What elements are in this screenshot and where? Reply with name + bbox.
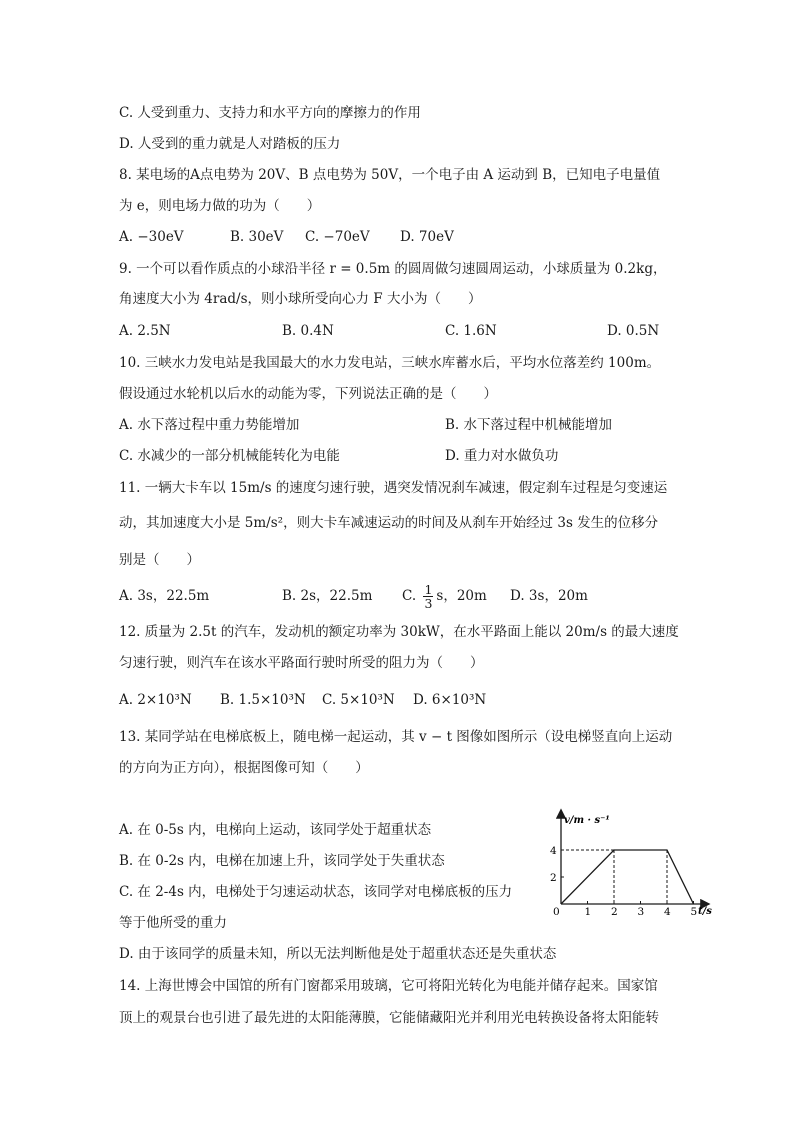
y-tick-label: 2 (550, 872, 557, 884)
q12-option-c: C. 5×10³N (322, 692, 395, 708)
x-tick-label: 5 (690, 906, 698, 917)
q11-stem-line3: 别是（ ） (119, 552, 200, 568)
q8-option-a: A. −30eV (119, 229, 184, 245)
q13-option-a: A. 在 0-5s 内，电梯向上运动，该同学处于超重状态 (119, 822, 432, 838)
q10-option-c: C. 水减少的一部分机械能转化为电能 (119, 448, 340, 464)
q9-option-c: C. 1.6N (445, 323, 497, 339)
x-tick-label: 2 (611, 906, 618, 917)
x-axis-label: t/s (698, 906, 712, 917)
guide-lines (561, 850, 667, 904)
q14-stem-line2: 顶上的观景台也引进了最先进的太阳能薄膜，它能储藏阳光并利用光电转换设备将太阳能转 (119, 1010, 659, 1026)
q14-stem-line1: 14. 上海世博会中国馆的所有门窗都采用玻璃，它可将阳光转化为电能并储存起来。国家馆 (119, 978, 658, 994)
fraction-denominator: 3 (424, 596, 433, 611)
q11-stem-line1: 11. 一辆大卡车以 15m/s 的速度匀速行驶，遇突发情况刹车减速，假定刹车过程是匀变速运 (119, 480, 668, 496)
q12-option-a: A. 2×10³N (119, 692, 192, 708)
x-tick-label: 3 (637, 906, 645, 917)
q10-option-b: B. 水下落过程中机械能增加 (445, 417, 613, 433)
q12-option-d: D. 6×10³N (413, 692, 487, 708)
q9-option-d: D. 0.5N (607, 323, 660, 339)
q11-option-c-suffix: s，20m (436, 588, 487, 604)
q9-stem-line1: 9. 一个可以看作质点的小球沿半径 r = 0.5m 的圆周做匀速圆周运动，小球质量为 0.2kg， (119, 261, 667, 277)
q13-option-c-line1: C. 在 2-4s 内，电梯处于匀速运动状态，该同学对电梯底板的压力 (119, 884, 513, 900)
q13-option-b: B. 在 0-2s 内，电梯在加速上升，该同学处于失重状态 (119, 853, 445, 869)
q7-option-c: C. 人受到重力、支持力和水平方向的摩擦力的作用 (119, 105, 421, 121)
q11-option-d: D. 3s，20m (510, 588, 588, 604)
q11-option-c (402, 576, 487, 616)
q8-option-c: C. −70eV (305, 229, 370, 245)
q8-stem-line1: 8. 某电场的A点电势为 20V、B 点电势为 50V，一个电子由 A 运动到 B，已知电子电量值 (119, 167, 661, 183)
q10-stem-line1: 10. 三峡水力发电站是我国最大的水力发电站，三峡水库蓄水后，平均水位落差约 100m。 (119, 355, 661, 371)
q11-option-b: B. 2s，22.5m (282, 588, 373, 604)
q8-option-d: D. 70eV (400, 229, 454, 245)
q10-option-d: D. 重力对水做负功 (445, 448, 559, 464)
x-tick-label: 0 (553, 906, 560, 917)
q13-stem-line1: 13. 某同学站在电梯底板上，随电梯一起运动，其 v − t 图像如图所示（设电梯竖直向上运动 (119, 729, 673, 745)
x-tick-label: 4 (664, 906, 671, 917)
y-tick-label: 4 (550, 845, 557, 857)
q12-option-b: B. 1.5×10³N (220, 692, 306, 708)
velocity-series-line (561, 850, 694, 904)
q9-stem-line2: 角速度大小为 4rad/s，则小球所受向心力 F 大小为（ ） (119, 291, 482, 307)
q11-option-c-prefix: C. (402, 588, 417, 604)
fraction-numerator: 1 (424, 582, 433, 597)
ticks (550, 845, 697, 917)
q8-option-b: B. 30eV (230, 229, 284, 245)
q7-option-d: D. 人受到的重力就是人对踏板的压力 (119, 136, 341, 152)
q10-option-a: A. 水下落过程中重力势能增加 (119, 417, 300, 433)
q9-option-a: A. 2.5N (119, 323, 171, 339)
q11-option-a: A. 3s，22.5m (119, 588, 210, 604)
q8-stem-line2: 为 e，则电场力做的功为（ ） (119, 198, 321, 214)
x-tick-label: 1 (584, 906, 592, 917)
q10-stem-line2: 假设通过水轮机以后水的动能为零，下列说法正确的是（ ） (119, 386, 497, 402)
q9-option-b: B. 0.4N (282, 323, 334, 339)
q11-stem-line2: 动，其加速度大小是 5m/s²，则大卡车减速运动的时间及从刹车开始经过 3s 发生的位移分 (119, 515, 659, 531)
y-axis-label: v/m · s⁻¹ (564, 815, 610, 826)
q12-stem-line1: 12. 质量为 2.5t 的汽车，发动机的额定功率为 30kW，在水平路面上能以 20m/s 的最大速度 (119, 624, 679, 640)
fraction (423, 583, 433, 610)
q13-option-d: D. 由于该同学的质量未知，所以无法判断他是处于超重状态还是失重状态 (119, 946, 557, 962)
vt-graph (538, 805, 718, 917)
q12-stem-line2: 匀速行驶，则汽车在该水平路面行驶时所受的阻力为（ ） (119, 655, 484, 671)
q13-stem-line2: 的方向为正方向），根据图像可知（ ） (119, 760, 369, 776)
q13-option-c-line2: 等于他所受的重力 (119, 915, 227, 931)
